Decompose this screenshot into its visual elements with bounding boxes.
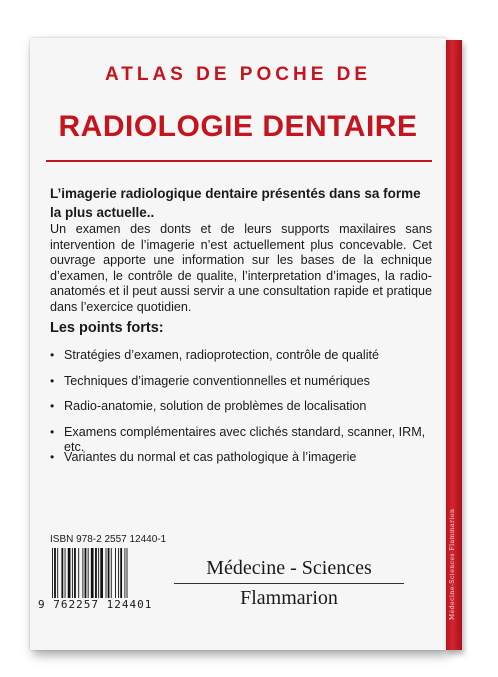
bullet-icon: • — [50, 399, 55, 413]
list-item-text: Stratégies d’examen, radioprotection, contrôle de qualité — [64, 348, 380, 362]
list-item — [50, 399, 432, 425]
lead-paragraph: L’imagerie radiologique dentaire présentés dans sa forme la plus actuelle.. — [50, 186, 421, 220]
bullet-icon: • — [50, 424, 55, 439]
publisher-name: Médecine - Sciences — [206, 557, 372, 579]
isbn-label: ISBN 978-2 2557 12440-1 — [50, 534, 167, 545]
list-item — [50, 424, 432, 454]
barcode-digits: 9 762257 124401 — [38, 598, 153, 611]
list-item-text: Examens complémentaires avec clichés standard, scanner, IRM, etc. — [64, 424, 426, 454]
list-item-text: Radio-anatomie, solution de problèmes de localisation — [64, 399, 367, 413]
list-item — [50, 348, 432, 374]
bullet-icon: • — [50, 348, 55, 362]
list-item — [50, 450, 432, 476]
publisher-imprint: Flammarion — [240, 587, 338, 609]
spine-text: Médecine-Sciences Flammarion — [449, 508, 456, 620]
bullet-icon: • — [50, 450, 55, 464]
description-paragraph: Un examen des donts et de leurs supports maxilaires sans intervention de l’imagerie n’est actuellement plus concevable. Cet ouvrage apporte une information sur les bases de la echnique d’examen, le contrôle de qualite, l’interpretation d’images, la radio-anatomés et il peut aussi servir a une consultation rapide et pratique dans l’exercice quotidien. — [50, 222, 432, 314]
points-heading: Les points forts: — [50, 320, 164, 336]
book-title: RADIOLOGIE DENTAIRE — [58, 110, 418, 143]
list-item-text: Techniques d’imagerie conventionnelles et numériques — [64, 373, 370, 388]
list-item-text: Variantes du normal et cas pathologique à l’imagerie — [64, 450, 357, 464]
list-item — [50, 374, 432, 400]
barcode-icon — [50, 548, 160, 598]
bullet-icon: • — [50, 373, 55, 388]
title-divider — [46, 160, 432, 162]
publisher-divider — [174, 583, 404, 584]
series-title: ATLAS DE POCHE DE — [104, 64, 372, 85]
points-list — [50, 348, 432, 476]
